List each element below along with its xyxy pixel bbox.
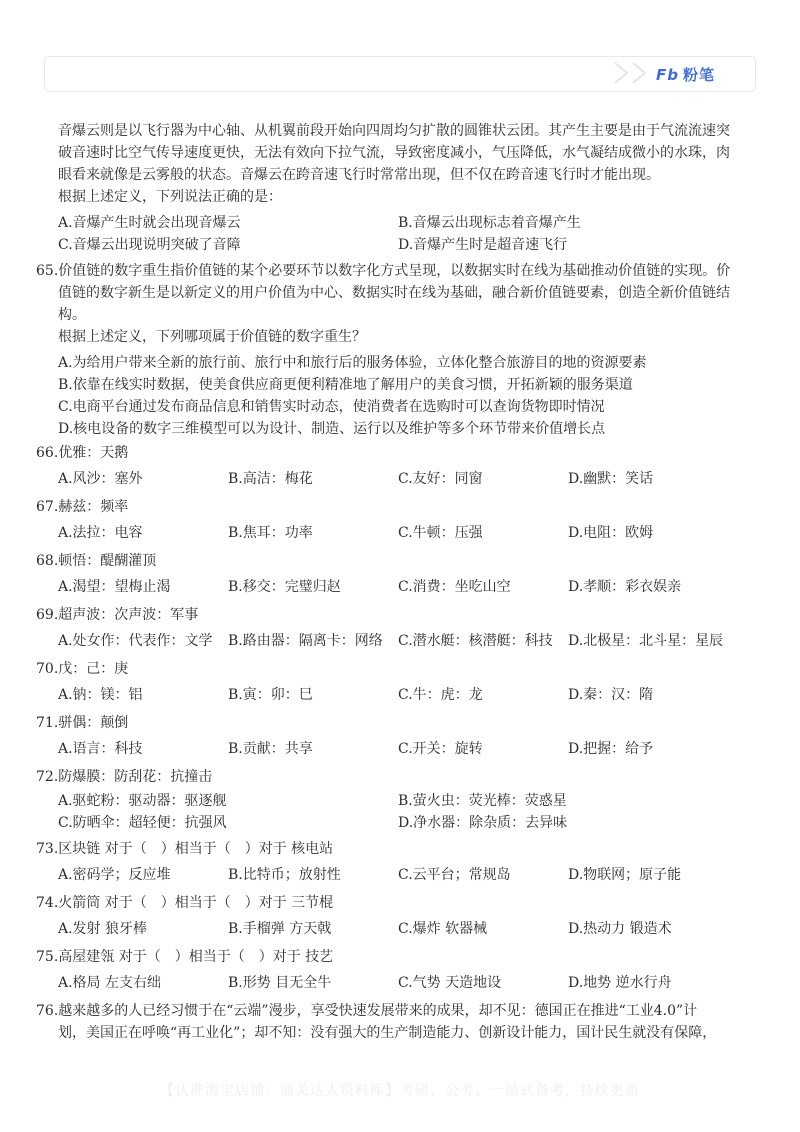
option-c: C.牛顿：压强 xyxy=(398,525,483,541)
question-71 xyxy=(36,712,748,760)
question-text-line: 65.价值链的数字重生指价值链的某个必要环节以数字化方式呈现，以数据实时在线为基础推动价值链的实现。价 xyxy=(36,263,731,279)
question-68 xyxy=(36,550,748,598)
option-a: A.格局 左支右绌 xyxy=(58,975,162,991)
question-72 xyxy=(36,766,748,834)
option-c: C.音爆云出现说明突破了音障 xyxy=(58,237,241,253)
option-a: A.处女作：代表作：文学 xyxy=(58,633,213,649)
question-text-line: 76.越来越多的人已经习惯于在“云端”漫步，享受快速发展带来的成果，却不见：德国正在推进“工业4.0”计 xyxy=(36,1003,698,1019)
options-row xyxy=(36,738,748,760)
option-a: A.渴望：望梅止渴 xyxy=(58,579,171,595)
option-c: C.爆炸 软器械 xyxy=(398,921,488,937)
options-row xyxy=(36,918,748,940)
option-c: C.牛：虎：龙 xyxy=(398,687,483,703)
option-a: A.音爆产生时就会出现音爆云 xyxy=(58,215,241,231)
option-c: C.气势 天造地设 xyxy=(398,975,502,991)
option-b: B.手榴弹 方天戟 xyxy=(228,921,332,937)
paragraph-line: 音爆云则是以飞行器为中心轴、从机翼前段开始向四周均匀扩散的圆锥状云团。其产生主要是由于气流流速突 xyxy=(58,123,730,139)
question-stem: 67.赫兹：频率 xyxy=(36,499,129,515)
option-b: B.高洁：梅花 xyxy=(228,471,313,487)
option-b: B.比特币；放射性 xyxy=(228,867,341,883)
option-b: B.音爆云出现标志着音爆产生 xyxy=(398,215,581,231)
question-stem: 66.优雅：天鹅 xyxy=(36,445,129,461)
question-70 xyxy=(36,658,748,706)
question-64 xyxy=(58,120,748,256)
brand-logo xyxy=(656,64,715,85)
brand-mark: Fb xyxy=(656,66,679,84)
option-d: D.物联网；原子能 xyxy=(568,867,682,883)
question-67 xyxy=(36,496,748,544)
option-a: A.语言：科技 xyxy=(58,741,143,757)
options-row xyxy=(36,468,748,490)
option-d: D.北极星：北斗星：星辰 xyxy=(568,633,724,649)
option-b: B.路由器：隔离卡：网络 xyxy=(228,633,383,649)
option-d: D.地势 逆水行舟 xyxy=(568,975,672,991)
option-c: C.消费：坐吃山空 xyxy=(398,579,511,595)
question-prompt: 根据上述定义，下列哪项属于价值链的数字重生？ xyxy=(58,329,366,345)
option-c: C.电商平台通过发布商品信息和销售实时动态，使消费者在选购时可以查询货物即时情况 xyxy=(58,399,605,415)
option-a: A.为给用户带来全新的旅行前、旅行中和旅行后的服务体验，立体化整合旅游目的地的资源要素 xyxy=(58,355,647,371)
question-stem: 74.火箭筒 对于（ ）相当于（ ）对于 三节棍 xyxy=(36,895,334,911)
options-row xyxy=(36,972,748,994)
question-stem: 70.戊：己：庚 xyxy=(36,661,129,677)
question-stem: 73.区块链 对于（ ）相当于（ ）对于 核电站 xyxy=(36,841,334,857)
option-a: A.法拉：电容 xyxy=(58,525,143,541)
paragraph-line: 破音速时比空气传导速度更快，无法有效向下拉气流，导致密度减小，气压降低，水气凝结成微小的水珠，肉 xyxy=(58,145,730,161)
question-69 xyxy=(36,604,748,652)
question-text-line: 值链的数字新生是以新定义的用户价值为中心、数据实时在线为基础，融合新价值链要素，创造全新价值链结 xyxy=(58,285,730,301)
options-row xyxy=(36,576,748,598)
question-text-line: 构。 xyxy=(58,307,86,323)
option-b: B.萤火虫：荧光棒：荧惑星 xyxy=(398,793,567,809)
option-b: B.寅：卯：巳 xyxy=(228,687,313,703)
question-stem: 68.顿悟：醍醐灌顶 xyxy=(36,553,157,569)
option-d: D.净水器：除杂质：去异味 xyxy=(398,815,568,831)
question-text-line: 划，美国正在呼唤“再工业化”；却不知：没有强大的生产制造能力、创新设计能力，国计民生就没有保障， xyxy=(58,1025,717,1041)
option-b: B.焦耳：功率 xyxy=(228,525,313,541)
question-76 xyxy=(36,1000,748,1044)
option-b: B.形势 目无全牛 xyxy=(228,975,332,991)
options-grid xyxy=(58,212,748,256)
option-a: A.发射 狼牙棒 xyxy=(58,921,148,937)
paragraph-line: 眼看来就像是云雾般的状态。音爆云在跨音速飞行时常常出现，但不仅在跨音速飞行时才能出现。 xyxy=(58,167,660,183)
option-d: D.把握：给予 xyxy=(568,741,654,757)
analogy-questions xyxy=(36,442,748,1044)
chevron-right-icon xyxy=(629,61,651,85)
watermark: 【认准淘宝店铺：通关达人资料库】考研、公考、一站式备考，持续更新 xyxy=(160,1083,640,1099)
question-stem: 71.骈偶：颠倒 xyxy=(36,715,129,731)
option-c: C.开关：旋转 xyxy=(398,741,483,757)
question-stem: 72.防爆膜：防刮花：抗撞击 xyxy=(36,769,213,785)
options-row xyxy=(36,684,748,706)
brand-name: 粉笔 xyxy=(682,66,715,84)
options-row xyxy=(36,522,748,544)
option-d: D.幽默：笑话 xyxy=(568,471,654,487)
options-row xyxy=(36,630,748,652)
question-stem: 75.高屋建瓴 对于（ ）相当于（ ）对于 技艺 xyxy=(36,949,334,965)
option-a: A.风沙：塞外 xyxy=(58,471,143,487)
option-d: D.热动力 锻造术 xyxy=(568,921,672,937)
option-d: D.音爆产生时是超音速飞行 xyxy=(398,237,568,253)
header-bar xyxy=(44,56,756,92)
option-a: A.密码学；反应堆 xyxy=(58,867,171,883)
option-c: C.友好：同窗 xyxy=(398,471,483,487)
question-73 xyxy=(36,838,748,886)
question-66 xyxy=(36,442,748,490)
option-c: C.潜水艇：核潜艇：科技 xyxy=(398,633,553,649)
option-d: D.核电设备的数字三维模型可以为设计、制造、运行以及维护等多个环节带来价值增长点 xyxy=(58,421,606,437)
option-d: D.电阻：欧姆 xyxy=(568,525,654,541)
option-d: D.孝顺：彩衣娱亲 xyxy=(568,579,682,595)
option-b: B.贡献：共享 xyxy=(228,741,313,757)
page-content xyxy=(36,120,748,1044)
question-prompt: 根据上述定义，下列说法正确的是： xyxy=(58,189,282,205)
question-65 xyxy=(36,260,748,440)
option-c: C.云平台；常规岛 xyxy=(398,867,511,883)
option-a: A.钠：镁：铝 xyxy=(58,687,143,703)
question-75 xyxy=(36,946,748,994)
option-d: D.秦：汉：隋 xyxy=(568,687,654,703)
options-grid xyxy=(36,790,748,834)
option-b: B.移交：完璧归赵 xyxy=(228,579,341,595)
option-b: B.依靠在线实时数据，使美食供应商更便利精准地了解用户的美食习惯，开拓新颖的服务渠道 xyxy=(58,377,633,393)
option-c: C.防晒伞：超轻便：抗强风 xyxy=(58,815,227,831)
option-a: A.驱蛇粉：驱动器：驱逐舰 xyxy=(58,793,227,809)
question-stem: 69.超声波：次声波：军事 xyxy=(36,607,199,623)
options-row xyxy=(36,864,748,886)
question-74 xyxy=(36,892,748,940)
